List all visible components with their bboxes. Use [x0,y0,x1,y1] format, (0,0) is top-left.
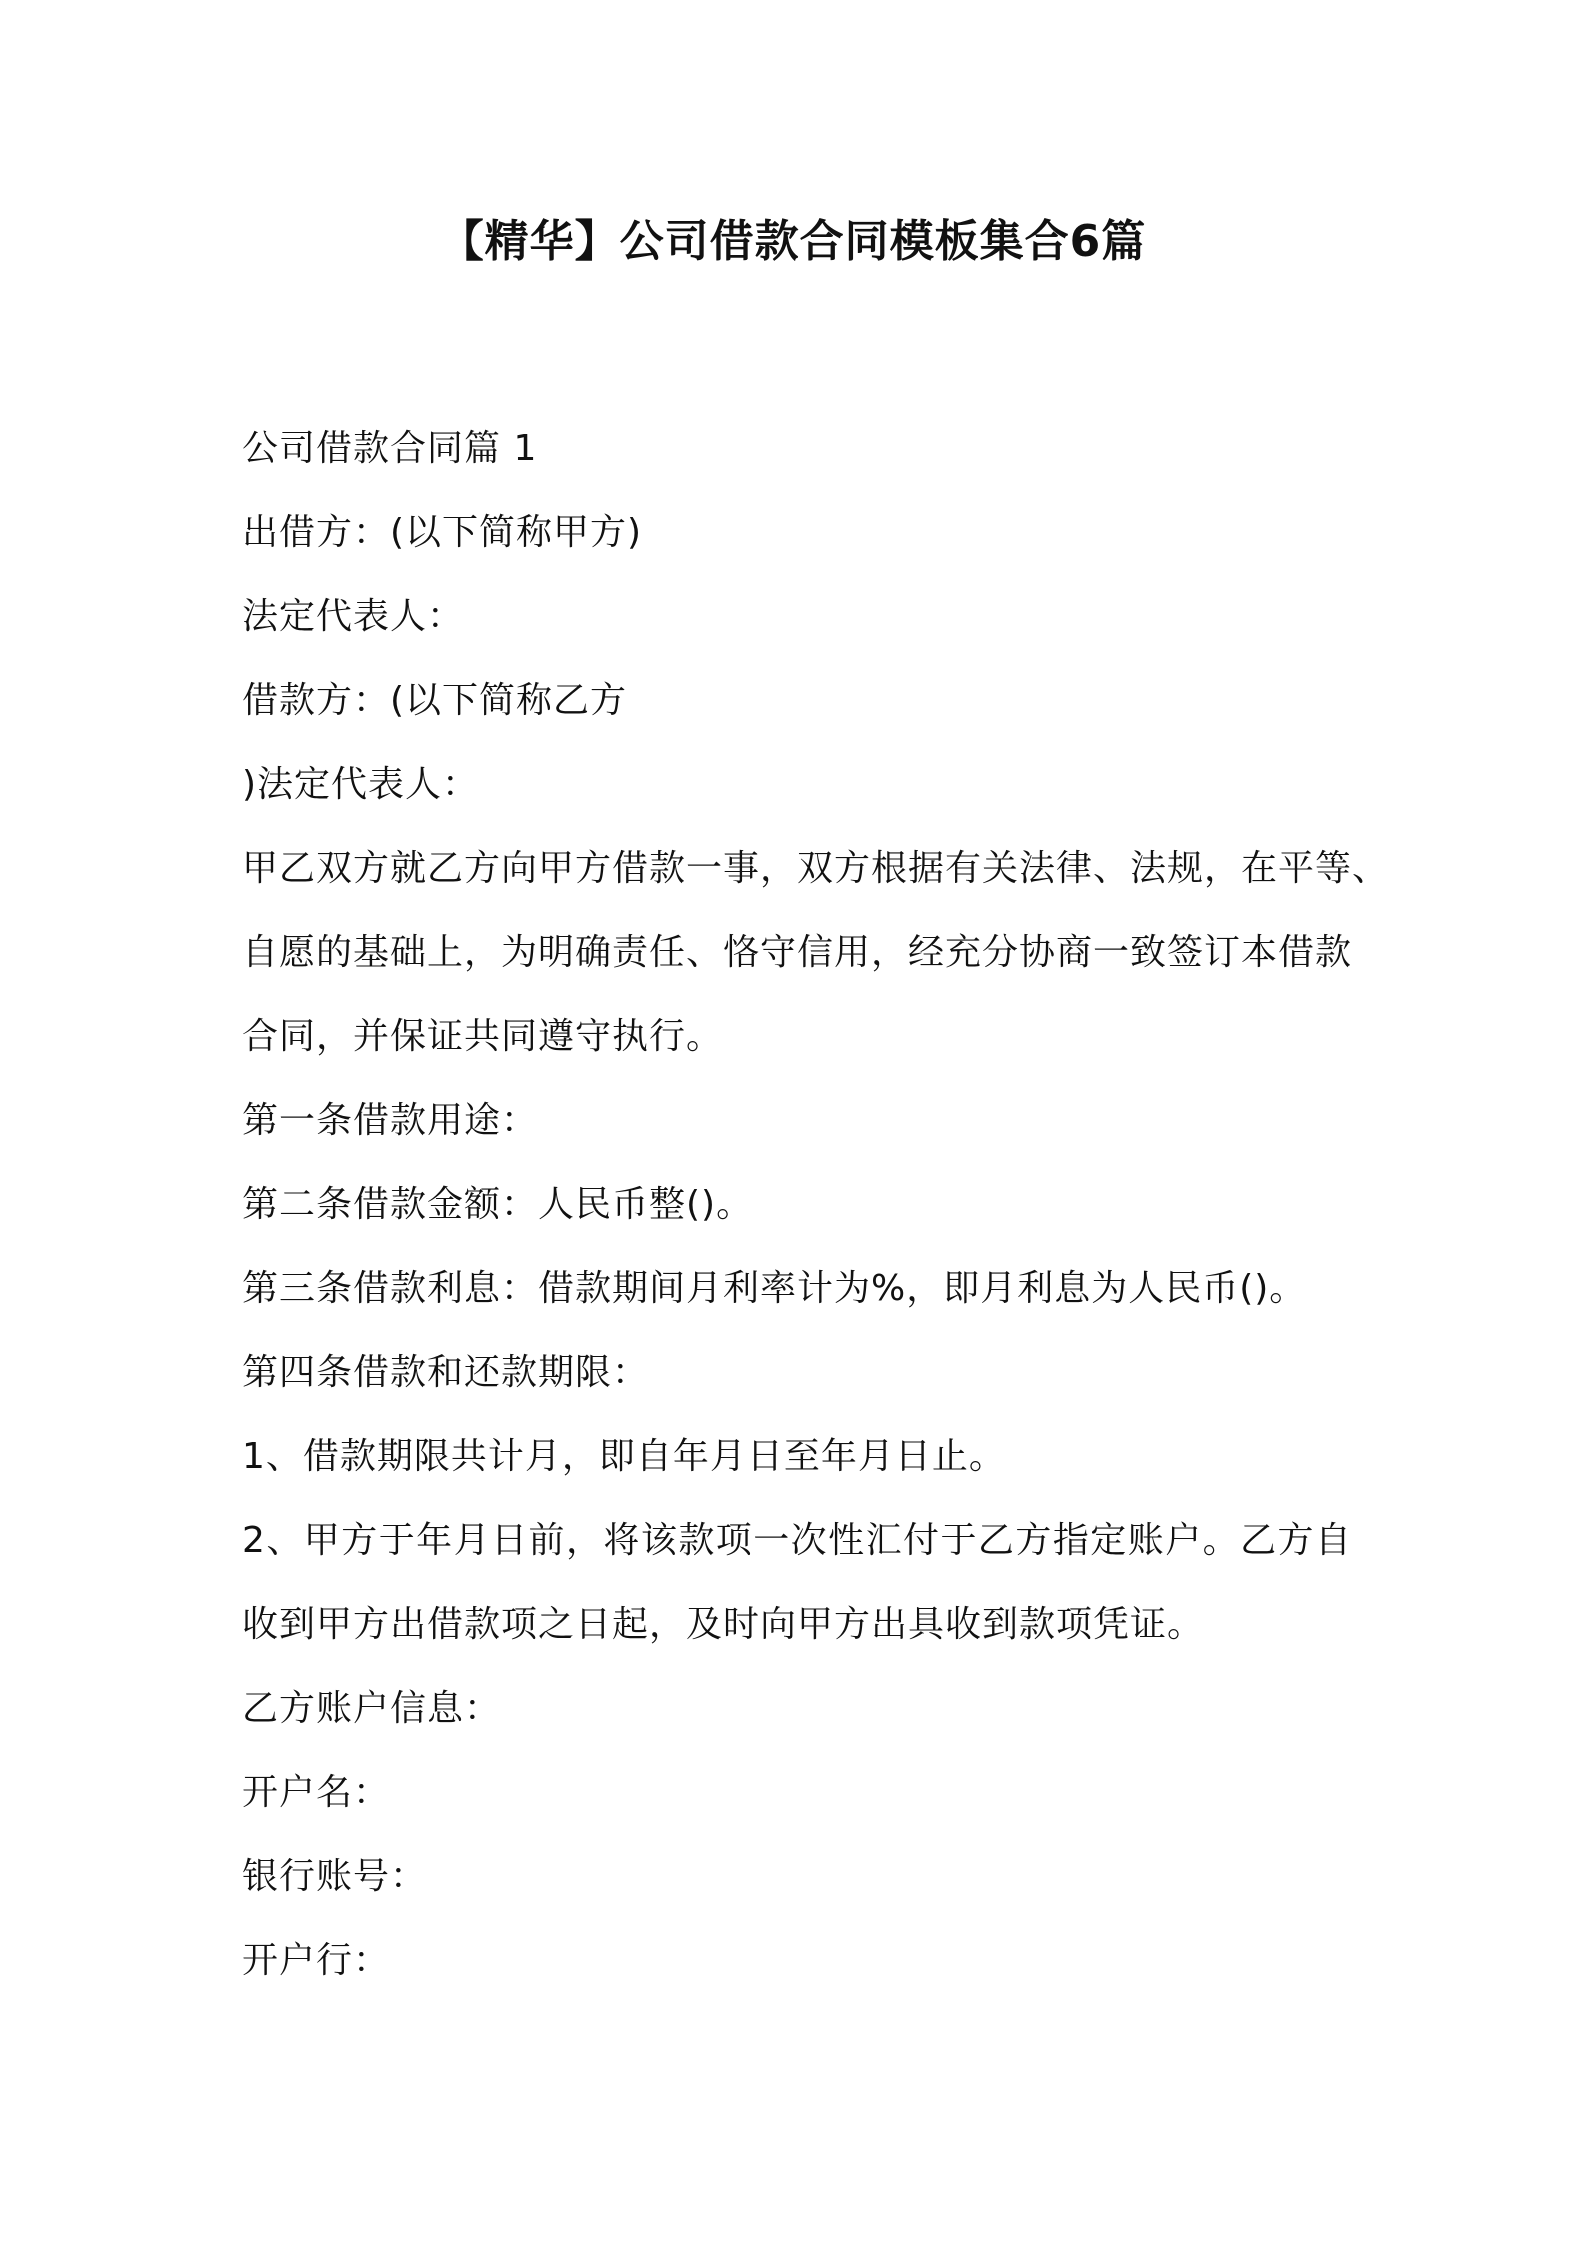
term-clause-2-line-1: 2、甲方于年月日前，将该款项一次性汇付于乙方指定账户。乙方自 [242,1520,1352,1561]
term-clause-1: 1、借款期限共计月，即自年月日至年月日止。 [242,1436,1006,1477]
term-clause-2-line-2: 收到甲方出借款项之日起，及时向甲方出具收到款项凭证。 [242,1604,1205,1645]
article-1-purpose: 第一条借款用途： [242,1100,539,1141]
borrower-line: 借款方：(以下简称乙方 [242,680,628,721]
document-title: 【精华】公司借款合同模板集合6篇 [439,216,1147,267]
lender-representative-line: 法定代表人： [242,596,465,637]
account-name-field: 开户名： [242,1772,391,1813]
section-heading: 公司借款合同篇 1 [242,428,538,469]
account-info-heading: 乙方账户信息： [242,1688,502,1729]
lender-line: 出借方：(以下简称甲方) [242,512,643,553]
preamble-line-3: 合同，并保证共同遵守执行。 [242,1016,724,1057]
article-2-amount: 第二条借款金额：人民币整()。 [242,1184,754,1225]
bank-account-number-field: 银行账号： [242,1856,428,1897]
article-3-interest: 第三条借款利息：借款期间月利率计为%，即月利息为人民币()。 [242,1268,1307,1309]
article-4-term: 第四条借款和还款期限： [242,1352,650,1393]
bank-branch-field: 开户行： [242,1940,391,1981]
preamble-line-2: 自愿的基础上，为明确责任、恪守信用，经充分协商一致签订本借款 [242,932,1353,973]
borrower-representative-line: )法定代表人： [242,764,480,805]
preamble-line-1: 甲乙双方就乙方向甲方借款一事，双方根据有关法律、法规，在平等、 [242,848,1390,889]
document-body [242,407,1390,2003]
